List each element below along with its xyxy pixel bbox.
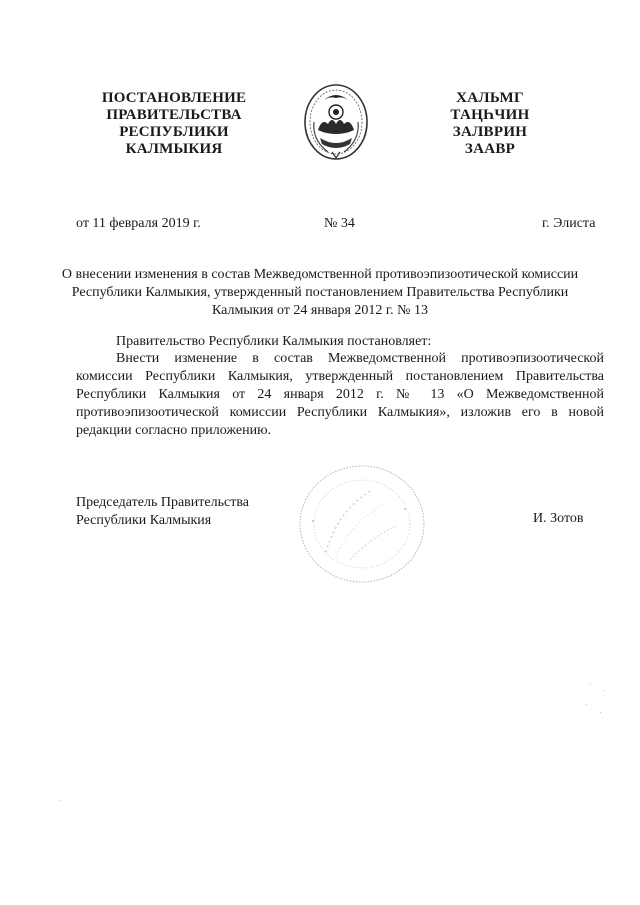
scan-speck <box>586 704 587 705</box>
document-title: О внесении изменения в состав Межведомственной противоэпизоотической комиссии Республики Калмыкия, утвержденный постановлением Правительства Республики Калмыкия от 24 января 2012 г. № 13 <box>61 267 579 318</box>
header-right-line-3: ЗАЛВРИН <box>452 124 528 140</box>
header-right-line-4: ЗААВР <box>464 141 516 157</box>
document-date: от 11 февраля 2019 г. <box>76 216 201 231</box>
document-number: № 34 <box>324 216 355 231</box>
header-left-line-3: РЕСПУБЛИКИ <box>119 124 229 140</box>
signatory-position-line-2: Республики Калмыкия <box>76 513 212 528</box>
signatory-name: И. Зотов <box>533 511 584 526</box>
header-left-line-2: ПРАВИТЕЛЬСТВА <box>106 107 242 123</box>
header-left-line-1: ПОСТАНОВЛЕНИЕ <box>101 90 247 106</box>
header-left-title <box>88 90 260 158</box>
scan-speck <box>590 684 591 685</box>
document-city: г. Элиста <box>542 216 596 231</box>
header-right-line-2: ТАҢҺЧИН <box>450 107 530 123</box>
header-right-line-1: ХАЛЬМГ <box>456 90 524 106</box>
signatory-position <box>76 494 249 530</box>
header-right-title <box>430 90 550 158</box>
signatory-position-line-1: Председатель Правительства <box>76 495 249 510</box>
header-left-line-4: КАЛМЫКИЯ <box>125 141 223 157</box>
kalmykia-coat-of-arms-icon <box>302 82 370 162</box>
scan-speck <box>604 690 605 691</box>
scan-speck <box>600 712 601 713</box>
official-stamp-icon <box>292 460 432 590</box>
document-body: Внести изменение в состав Межведомственной противоэпизоотической комиссии Республики Калмыкия, утвержденный постановлением Правительства Республики Калмыкия от 24 января 2012 г. № 13 «О Межведомственной противоэпизоотической комиссии Республики Калмыкия», изложив его в новой редакции согласно приложению. <box>76 351 604 438</box>
scan-speck <box>60 800 61 801</box>
document-preamble: Правительство Республики Калмыкия постановляет: <box>116 334 432 349</box>
